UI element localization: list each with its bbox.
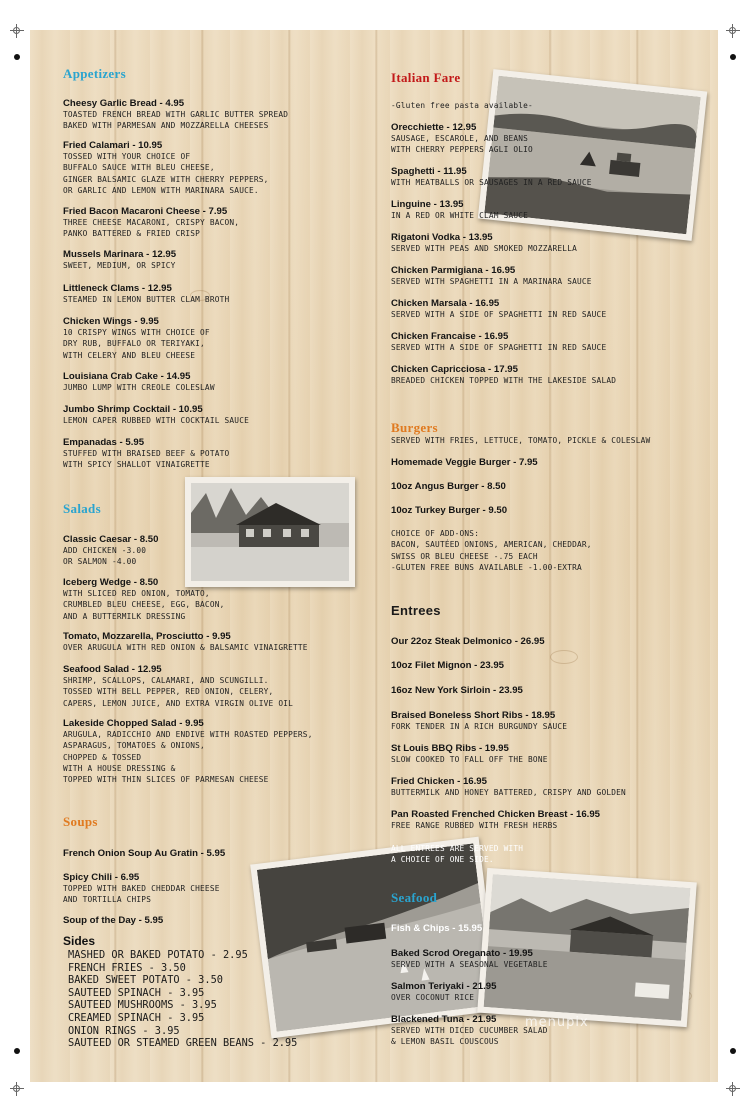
- item-description: BUTTERMILK AND HONEY BATTERED, CRISPY AND GOLDEN: [391, 788, 626, 797]
- side-item: SAUTEED MUSHROOMS - 3.95: [68, 999, 217, 1012]
- menu-item: [391, 364, 616, 386]
- item-description: SERVED WITH PEAS AND SMOKED MOZZARELLA: [391, 244, 577, 253]
- menu-item: [63, 437, 229, 471]
- gluten-free-note: -Gluten free pasta available-: [391, 101, 533, 110]
- menu-item: [63, 249, 176, 271]
- menu-item: [391, 685, 523, 696]
- menu-item: [63, 534, 158, 568]
- item-description: SERVED WITH SPAGHETTI IN A MARINARA SAUCE: [391, 277, 592, 286]
- registration-mark: [10, 1082, 24, 1096]
- registration-mark: [726, 24, 740, 38]
- item-name: Rigatoni Vodka - 13.95: [391, 232, 493, 243]
- menu-item: [63, 283, 229, 305]
- menu-item: [63, 631, 308, 653]
- italian-heading: Italian Fare: [391, 70, 461, 85]
- entrees-note: ALL ENTREES ARE SERVED WITH A CHOICE OF ONE SIDE.: [391, 844, 524, 865]
- menu-item: [391, 481, 506, 492]
- item-name: 10oz Filet Mignon - 23.95: [391, 660, 505, 671]
- sides-heading: Sides: [63, 934, 96, 948]
- item-name: Seafood Salad - 12.95: [63, 664, 162, 675]
- salads-heading: Salads: [63, 501, 101, 516]
- item-description: OVER ARUGULA WITH RED ONION & BALSAMIC VINAIGRETTE: [63, 643, 308, 652]
- item-name: Fish & Chips - 15.95: [391, 923, 483, 934]
- side-item: BAKED SWEET POTATO - 3.50: [68, 974, 223, 987]
- soups-heading: Soups: [63, 814, 98, 829]
- item-name: Orecchiette - 12.95: [391, 122, 477, 133]
- item-description: STEAMED IN LEMON BUTTER CLAM BROTH: [63, 295, 230, 304]
- item-description: ADD CHICKEN -3.00 OR SALMON -4.00: [63, 546, 147, 567]
- item-name: Soup of the Day - 5.95: [63, 915, 164, 926]
- menu-item: [391, 457, 538, 468]
- item-name: St Louis BBQ Ribs - 19.95: [391, 743, 509, 754]
- item-name: Pan Roasted Frenched Chicken Breast - 16.95: [391, 809, 601, 820]
- burgers-note: SERVED WITH FRIES, LETTUCE, TOMATO, PICKLE & COLESLAW: [391, 436, 651, 445]
- menu-item: [391, 122, 533, 156]
- menu-item: [391, 199, 528, 221]
- seafood-heading: Seafood: [391, 890, 438, 905]
- menu-item: [391, 636, 545, 647]
- registration-dot: [730, 1048, 736, 1054]
- side-item: SAUTEED OR STEAMED GREEN BEANS - 2.95: [68, 1037, 298, 1050]
- item-description: SHRIMP, SCALLOPS, CALAMARI, AND SCUNGILLI. TOSSED WITH BELL PEPPER, RED ONION, CELERY, CAPERS, LEMON JUICE, AND EXTRA VIRGIN OLIVE OIL: [63, 676, 294, 708]
- item-name: 10oz Angus Burger - 8.50: [391, 481, 506, 492]
- item-name: Our 22oz Steak Delmonico - 26.95: [391, 636, 545, 647]
- menu-item: [63, 577, 225, 622]
- item-description: FREE RANGE RUBBED WITH FRESH HERBS: [391, 821, 558, 830]
- item-description: SLOW COOKED TO FALL OFF THE BONE: [391, 755, 548, 764]
- menu-item: [391, 776, 626, 798]
- side-item: FRENCH FRIES - 3.50: [68, 961, 186, 974]
- wood-menu-board: [30, 30, 718, 1082]
- burgers-heading: Burgers: [391, 420, 438, 435]
- item-name: Fried Calamari - 10.95: [63, 140, 163, 151]
- item-description: TOSSED WITH YOUR CHOICE OF BUFFALO SAUCE WITH BLEU CHEESE, GINGER BALSAMIC GLAZE WITH CHERRY PEPPERS, OR GARLIC AND LEMON WITH MARINARA SAUCE.: [63, 152, 269, 195]
- menu-item: [391, 948, 548, 970]
- item-description: WITH MEATBALLS OR SAUSAGES IN A RED SAUCE: [391, 178, 592, 187]
- item-name: Lakeside Chopped Salad - 9.95: [63, 718, 204, 729]
- menu-item: [391, 660, 504, 671]
- menu-item: [391, 1014, 548, 1048]
- side-item: ONION RINGS - 3.95: [68, 1024, 180, 1037]
- entrees-heading: Entrees: [391, 603, 441, 618]
- registration-dot: [14, 1048, 20, 1054]
- item-name: 10oz Turkey Burger - 9.50: [391, 505, 508, 516]
- item-name: Braised Boneless Short Ribs - 18.95: [391, 710, 556, 721]
- item-description: BREADED CHICKEN TOPPED WITH THE LAKESIDE SALAD: [391, 376, 617, 385]
- side-item: MASHED OR BAKED POTATO - 2.95: [68, 949, 248, 961]
- item-description: THREE CHEESE MACARONI, CRISPY BACON, PANKO BATTERED & FRIED CRISP: [63, 218, 240, 239]
- registration-dot: [14, 54, 20, 60]
- item-name: Spaghetti - 11.95: [391, 166, 467, 177]
- sides-list: [68, 949, 297, 1050]
- item-name: Jumbo Shrimp Cocktail - 10.95: [63, 404, 203, 415]
- menu-item: [63, 140, 269, 196]
- item-name: Tomato, Mozzarella, Prosciutto - 9.95: [63, 631, 231, 642]
- item-description: IN A RED OR WHITE CLAM SAUCE: [391, 211, 529, 220]
- menu-item: [63, 404, 249, 426]
- menu-item: [391, 809, 600, 831]
- item-name: Baked Scrod Oreganato - 19.95: [391, 948, 533, 959]
- menu-item: [63, 664, 293, 709]
- menu-item: [63, 718, 313, 785]
- menu-item: [391, 232, 577, 254]
- menu-item: [391, 265, 592, 287]
- wood-knot: [550, 650, 578, 664]
- appetizers-heading: Appetizers: [63, 66, 126, 81]
- item-name: Fried Bacon Macaroni Cheese - 7.95: [63, 206, 228, 217]
- menu-item: [63, 848, 225, 859]
- item-name: Linguine - 13.95: [391, 199, 464, 210]
- menu-item: [391, 743, 548, 765]
- item-name: Chicken Marsala - 16.95: [391, 298, 500, 309]
- item-description: SERVED WITH A SIDE OF SPAGHETTI IN RED SAUCE: [391, 310, 607, 319]
- item-description: SERVED WITH A SEASONAL VEGETABLE: [391, 960, 548, 969]
- lodge-photo: [185, 477, 355, 587]
- menu-item: [63, 98, 288, 132]
- menu-item: [391, 166, 592, 188]
- item-description: WITH SLICED RED ONION, TOMATO, CRUMBLED BLEU CHEESE, EGG, BACON, AND A BUTTERMILK DRESSING: [63, 589, 225, 621]
- menu-item: [63, 872, 220, 906]
- menu-item: [391, 505, 507, 516]
- item-name: 16oz New York Sirloin - 23.95: [391, 685, 523, 696]
- item-name: Chicken Wings - 9.95: [63, 316, 159, 327]
- menu-item: [63, 915, 163, 926]
- item-name: Blackened Tuna - 21.95: [391, 1014, 497, 1025]
- item-description: LEMON CAPER RUBBED WITH COCKTAIL SAUCE: [63, 416, 249, 425]
- item-description: SAUSAGE, ESCAROLE, AND BEANS WITH CHERRY PEPPERS AGLI OLIO: [391, 134, 533, 155]
- menu-item: [391, 923, 482, 934]
- item-description: TOPPED WITH BAKED CHEDDAR CHEESE AND TORTILLA CHIPS: [63, 884, 220, 905]
- item-description: JUMBO LUMP WITH CREOLE COLESLAW: [63, 383, 215, 392]
- item-description: SWEET, MEDIUM, OR SPICY: [63, 261, 176, 270]
- item-description: STUFFED WITH BRAISED BEEF & POTATO WITH SPICY SHALLOT VINAIGRETTE: [63, 449, 230, 470]
- item-name: Fried Chicken - 16.95: [391, 776, 487, 787]
- item-name: Iceberg Wedge - 8.50: [63, 577, 159, 588]
- watermark: menupix: [525, 1015, 589, 1030]
- menu-item: [63, 371, 215, 393]
- item-name: French Onion Soup Au Gratin - 5.95: [63, 848, 226, 859]
- item-name: Salmon Teriyaki - 21.95: [391, 981, 497, 992]
- item-name: Mussels Marinara - 12.95: [63, 249, 177, 260]
- menu-item: [63, 316, 210, 361]
- item-description: OVER COCONUT RICE: [391, 993, 475, 1002]
- menu-item: [63, 206, 239, 240]
- item-description: SERVED WITH A SIDE OF SPAGHETTI IN RED SAUCE: [391, 343, 607, 352]
- item-name: Classic Caesar - 8.50: [63, 534, 159, 545]
- item-name: Louisiana Crab Cake - 14.95: [63, 371, 191, 382]
- registration-dot: [730, 54, 736, 60]
- item-name: Cheesy Garlic Bread - 4.95: [63, 98, 185, 109]
- item-name: Chicken Francaise - 16.95: [391, 331, 509, 342]
- menu-item: [391, 710, 567, 732]
- item-description: ARUGULA, RADICCHIO AND ENDIVE WITH ROASTED PEPPERS, ASPARAGUS, TOMATOES & ONIONS, CHOPPED & TOSSED WITH A HOUSE DRESSING & TOPPED WITH THIN SLICES OF PARMESAN CHEESE: [63, 730, 313, 785]
- item-description: SERVED WITH DICED CUCUMBER SALAD & LEMON BASIL COUSCOUS: [391, 1026, 548, 1047]
- side-item: CREAMED SPINACH - 3.95: [68, 1011, 205, 1024]
- burger-addons: CHOICE OF ADD-ONS: BACON, SAUTÉED ONIONS, AMERICAN, CHEDDAR, SWISS OR BLEU CHEESE -.75 EACH -GLUTEN FREE BUNS AVAILABLE -1.00-EXTRA: [391, 529, 592, 572]
- item-name: Homemade Veggie Burger - 7.95: [391, 457, 538, 468]
- item-name: Chicken Capricciosa - 17.95: [391, 364, 518, 375]
- item-description: 10 CRISPY WINGS WITH CHOICE OF DRY RUB, BUFFALO OR TERIYAKI, WITH CELERY AND BLEU CHEESE: [63, 328, 210, 360]
- item-description: TOASTED FRENCH BREAD WITH GARLIC BUTTER SPREAD BAKED WITH PARMESAN AND MOZZARELLA CHEESES: [63, 110, 289, 131]
- menu-item: [391, 331, 606, 353]
- item-name: Empanadas - 5.95: [63, 437, 145, 448]
- item-name: Chicken Parmigiana - 16.95: [391, 265, 516, 276]
- item-name: Spicy Chili - 6.95: [63, 872, 140, 883]
- menu-item: [391, 981, 496, 1003]
- registration-mark: [726, 1082, 740, 1096]
- item-description: FORK TENDER IN A RICH BURGUNDY SAUCE: [391, 722, 568, 731]
- item-name: Littleneck Clams - 12.95: [63, 283, 172, 294]
- registration-mark: [10, 24, 24, 38]
- menu-item: [391, 298, 606, 320]
- side-item: SAUTEED SPINACH - 3.95: [68, 986, 205, 999]
